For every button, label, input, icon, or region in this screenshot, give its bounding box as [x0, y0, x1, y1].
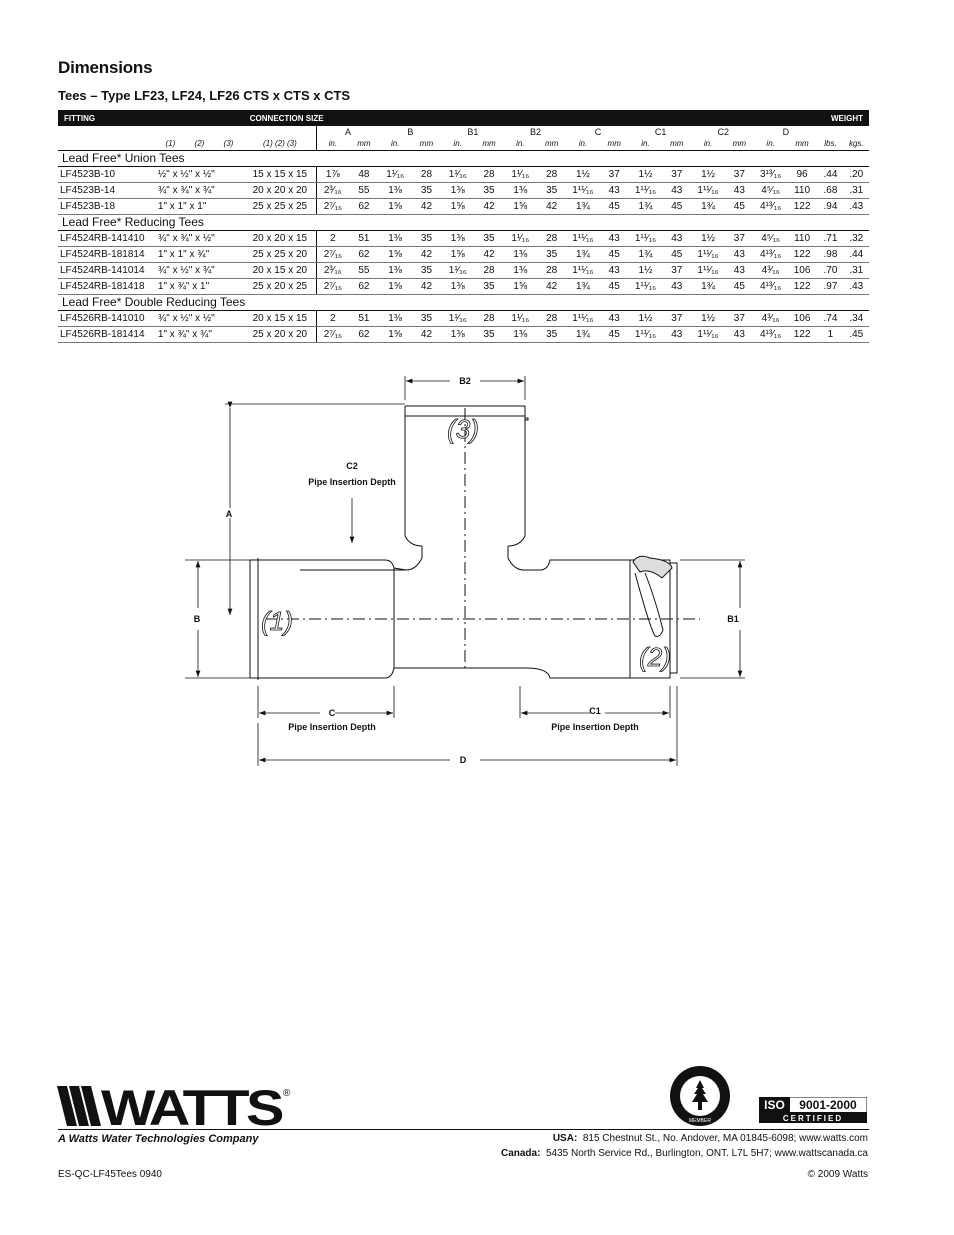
table-cell: 42	[536, 199, 566, 215]
svg-text:®: ®	[283, 1088, 291, 1099]
table-row	[58, 263, 869, 279]
table-cell: 1½	[692, 311, 724, 327]
group-label: C1	[654, 127, 667, 137]
table-cell: 1⅜	[379, 263, 411, 279]
sub-conn-metric: (1) (2) (3)	[244, 138, 317, 151]
table-cell: 20 x 15 x 15	[244, 311, 317, 327]
usa-label: USA:	[552, 1133, 578, 1144]
table-cell: 110	[787, 183, 818, 199]
table-row	[58, 167, 869, 183]
table-cell: 2	[316, 311, 348, 327]
table-cell: .44	[844, 247, 869, 263]
table-cell: 4¹³⁄₁₆	[755, 279, 787, 295]
table-cell: 4¹³⁄₁₆	[755, 199, 787, 215]
canada-address	[501, 1148, 868, 1159]
table-cell: 1⅝	[504, 199, 536, 215]
table-cell: 1¾	[629, 247, 661, 263]
table-cell: 1¹¹⁄₁₆	[567, 231, 599, 247]
table-cell: 1¹¹⁄₁₆	[692, 247, 724, 263]
table-cell: 1" x 1" x ¾"	[156, 247, 244, 263]
canada-text: 5435 North Service Rd., Burlington, ONT. L7L 5H7; www.wattscanada.ca	[545, 1148, 868, 1159]
table-cell: 48	[349, 167, 379, 183]
table-cell: 3¹³⁄₁₆	[755, 167, 787, 183]
section-header-row	[58, 295, 869, 311]
table-cell: 43	[599, 263, 629, 279]
table-cell: 1¹¹⁄₁₆	[692, 183, 724, 199]
table-cell: 2⁷⁄₁₆	[316, 279, 348, 295]
port-1-label: (1)	[261, 606, 293, 636]
table-cell: 122	[787, 199, 818, 215]
table-cell: 62	[349, 199, 379, 215]
table-cell: 1⅝	[379, 199, 411, 215]
table-cell: .43	[844, 199, 869, 215]
header-fitting: FITTING	[58, 110, 244, 126]
table-cell: 51	[349, 311, 379, 327]
table-cell: 1¹⁄₁₆	[504, 231, 536, 247]
table-cell: 35	[474, 231, 504, 247]
table-cell: 62	[349, 279, 379, 295]
label-b1: B1	[727, 614, 739, 624]
table-cell: 45	[662, 199, 692, 215]
table-cell: 1⅜	[504, 327, 536, 343]
company-tagline: A Watts Water Technologies Company	[58, 1133, 259, 1145]
table-cell: 1½	[692, 167, 724, 183]
table-cell: 43	[724, 247, 754, 263]
table-cell: ½" x ½" x ½"	[156, 167, 244, 183]
label-c: C	[328, 708, 336, 718]
cell-fitting: LF4523B-18	[58, 199, 156, 215]
cell-fitting: LF4526RB-181414	[58, 327, 156, 343]
watts-logo	[57, 1084, 297, 1128]
label-a: A	[225, 509, 233, 519]
table-cell: 43	[599, 231, 629, 247]
unit-mm: mm	[599, 138, 629, 151]
table-cell: 28	[474, 311, 504, 327]
table-cell: 110	[787, 231, 818, 247]
label-d: D	[459, 755, 467, 765]
table-cell: ¾" x ¾" x ¾"	[156, 183, 244, 199]
cell-fitting: LF4526RB-141010	[58, 311, 156, 327]
table-cell: ¾" x ½" x ½"	[156, 311, 244, 327]
table-cell: 2⁷⁄₁₆	[316, 247, 348, 263]
header-weight: WEIGHT	[817, 110, 869, 126]
label-c2-depth: Pipe Insertion Depth	[308, 477, 396, 487]
table-cell: 1⅜	[442, 327, 474, 343]
iso-certified: CERTIFIED	[782, 1114, 844, 1123]
unit-in: in.	[442, 138, 474, 151]
label-b2: B2	[459, 376, 471, 386]
table-cell: 45	[724, 199, 754, 215]
group-label: B2	[529, 127, 541, 137]
table-row	[58, 279, 869, 295]
table-cell: 1⅜	[379, 311, 411, 327]
table-cell: 37	[662, 311, 692, 327]
table-cell: .74	[817, 311, 843, 327]
table-cell: 1¹¹⁄₁₆	[629, 279, 661, 295]
table-cell: 37	[599, 167, 629, 183]
usgbc-member-text: MEMBER	[689, 1118, 711, 1124]
cell-fitting: LF4523B-14	[58, 183, 156, 199]
table-cell: 1¹¹⁄₁₆	[629, 183, 661, 199]
sub-conn-label: (3)	[223, 139, 234, 148]
table-cell: 1⅞	[316, 167, 348, 183]
table-cell: 28	[536, 263, 566, 279]
label-b: B	[193, 614, 201, 624]
table-cell: 1¹⁄₁₆	[504, 167, 536, 183]
table-cell: 35	[474, 279, 504, 295]
table-cell: 1⅝	[442, 199, 474, 215]
table-cell: 1¹⁄₁₆	[379, 167, 411, 183]
table-cell: 20 x 20 x 15	[244, 231, 317, 247]
unit-in: in.	[316, 138, 348, 151]
table-cell: 42	[411, 279, 441, 295]
table-cell: 35	[411, 263, 441, 279]
table-cell: 1⅜	[504, 247, 536, 263]
table-cell: 25 x 20 x 20	[244, 327, 317, 343]
unit-in: in.	[692, 138, 724, 151]
unit-mm: mm	[536, 138, 566, 151]
dimensions-table	[58, 110, 869, 343]
table-cell: 1⅜	[379, 231, 411, 247]
table-cell: 122	[787, 247, 818, 263]
cell-fitting: LF4523B-10	[58, 167, 156, 183]
table-cell: 1¹¹⁄₁₆	[629, 231, 661, 247]
table-cell: 43	[662, 231, 692, 247]
table-cell: 2³⁄₁₆	[316, 263, 348, 279]
table-cell: ¾" x ½" x ¾"	[156, 263, 244, 279]
table-cell: 4⁵⁄₁₆	[755, 231, 787, 247]
table-cell: 45	[724, 279, 754, 295]
table-cell: 37	[724, 311, 754, 327]
table-row	[58, 183, 869, 199]
sub-blank	[58, 138, 156, 151]
unit-in: in.	[629, 138, 661, 151]
table-cell: 45	[599, 327, 629, 343]
table-cell: 1⅜	[442, 231, 474, 247]
table-cell: 42	[474, 247, 504, 263]
group-label: C	[594, 127, 602, 137]
table-cell: 1⅜	[442, 279, 474, 295]
table-cell: 28	[536, 167, 566, 183]
section-title: Lead Free* Reducing Tees	[58, 215, 869, 231]
table-cell: 35	[474, 183, 504, 199]
table-cell: 2⁷⁄₁₆	[316, 327, 348, 343]
table-row	[58, 311, 869, 327]
table-cell: 28	[474, 263, 504, 279]
table-cell: 55	[349, 263, 379, 279]
table-cell: 1¹⁄₁₆	[442, 167, 474, 183]
table-cell: 1⅝	[379, 327, 411, 343]
table-cell: 1" x ¾" x ¾"	[156, 327, 244, 343]
table-cell: 1¾	[567, 279, 599, 295]
table-cell: 1⅜	[504, 183, 536, 199]
table-cell: 1¾	[692, 279, 724, 295]
table-cell: 45	[599, 279, 629, 295]
section-title: Lead Free* Union Tees	[58, 151, 869, 167]
table-cell: 1½	[692, 231, 724, 247]
unit-lbs: lbs.	[817, 138, 843, 151]
table-row	[58, 247, 869, 263]
label-c-depth: Pipe Insertion Depth	[288, 722, 376, 732]
table-cell: 42	[474, 199, 504, 215]
group-label: B1	[467, 127, 479, 137]
table-cell: .34	[844, 311, 869, 327]
table-cell: 122	[787, 327, 818, 343]
table-cell: 1½	[629, 263, 661, 279]
unit-mm: mm	[411, 138, 441, 151]
table-unit-row	[58, 138, 869, 151]
table-cell: 28	[411, 167, 441, 183]
table-cell: ¾" x ¾" x ½"	[156, 231, 244, 247]
table-cell: 20 x 15 x 20	[244, 263, 317, 279]
table-cell: 43	[599, 183, 629, 199]
table-cell: .31	[844, 263, 869, 279]
port-3-label: (3)	[447, 414, 479, 444]
table-cell: 1⅜	[379, 183, 411, 199]
usa-address	[553, 1133, 868, 1144]
table-cell: 1½	[629, 311, 661, 327]
canada-label: Canada:	[500, 1148, 541, 1159]
table-cell: .98	[817, 247, 843, 263]
label-c1: C1	[589, 706, 601, 716]
sub-conn-label: (2)	[194, 139, 205, 148]
table-cell: .71	[817, 231, 843, 247]
table-cell: 45	[662, 247, 692, 263]
table-cell: 42	[411, 327, 441, 343]
table-cell: .32	[844, 231, 869, 247]
table-cell: 45	[599, 199, 629, 215]
document-code: ES-QC-LF45Tees 0940	[58, 1169, 162, 1180]
table-cell: 28	[536, 231, 566, 247]
label-c2: C2	[346, 461, 358, 471]
unit-in: in.	[379, 138, 411, 151]
page-title: Dimensions	[58, 58, 153, 77]
table-cell: 4³⁄₁₆	[755, 263, 787, 279]
table-cell: 1¹¹⁄₁₆	[692, 263, 724, 279]
sub-conn-imperial	[156, 138, 244, 151]
table-cell: 28	[474, 167, 504, 183]
table-cell: 1¾	[567, 327, 599, 343]
table-cell: 62	[349, 327, 379, 343]
table-cell: 1¾	[629, 199, 661, 215]
table-cell: 1¾	[692, 199, 724, 215]
table-cell: 1⅝	[379, 279, 411, 295]
group-blank	[58, 126, 316, 138]
table-cell: 4³⁄₁₆	[755, 311, 787, 327]
group-label: A	[316, 126, 379, 138]
table-cell: 1¹¹⁄₁₆	[567, 263, 599, 279]
group-label: C2	[717, 127, 729, 137]
cell-fitting: LF4524RB-181418	[58, 279, 156, 295]
group-label: B	[407, 127, 414, 137]
table-cell: .97	[817, 279, 843, 295]
table-cell: 43	[724, 263, 754, 279]
table-cell: 1¹¹⁄₁₆	[567, 311, 599, 327]
table-cell: 4¹³⁄₁₆	[755, 327, 787, 343]
table-cell: 1" x 1" x 1"	[156, 199, 244, 215]
table-cell: 35	[411, 183, 441, 199]
footer-rule	[58, 1129, 869, 1130]
table-cell: 1¹¹⁄₁₆	[567, 183, 599, 199]
table-cell: 1⅜	[504, 263, 536, 279]
table-cell: 4¹³⁄₁₆	[755, 247, 787, 263]
section-header-row	[58, 215, 869, 231]
table-cell: 25 x 25 x 20	[244, 247, 317, 263]
table-cell: 1⅝	[504, 279, 536, 295]
unit-mm: mm	[662, 138, 692, 151]
table-cell: 1¹¹⁄₁₆	[629, 327, 661, 343]
table-cell: 1½	[629, 167, 661, 183]
table-cell: 62	[349, 247, 379, 263]
table-cell: 42	[411, 199, 441, 215]
table-cell: 20 x 20 x 20	[244, 183, 317, 199]
table-row	[58, 327, 869, 343]
table-cell: .68	[817, 183, 843, 199]
table-cell: 1⅝	[379, 247, 411, 263]
table-cell: 35	[411, 311, 441, 327]
table-cell: .44	[817, 167, 843, 183]
table-cell: 1	[817, 327, 843, 343]
iso-certified-badge	[759, 1097, 867, 1123]
table-cell: 37	[662, 167, 692, 183]
table-cell: 1⅝	[442, 247, 474, 263]
table-cell: 1¹⁄₁₆	[504, 311, 536, 327]
tee-dimension-diagram	[180, 368, 760, 778]
table-cell: 35	[536, 183, 566, 199]
unit-mm: mm	[349, 138, 379, 151]
table-cell: 37	[724, 167, 754, 183]
table-cell: 2⁷⁄₁₆	[316, 199, 348, 215]
table-cell: .43	[844, 279, 869, 295]
table-cell: 43	[662, 183, 692, 199]
table-cell: 1⅜	[442, 183, 474, 199]
table-cell: 45	[599, 247, 629, 263]
unit-in: in.	[567, 138, 599, 151]
label-c1-depth: Pipe Insertion Depth	[551, 722, 639, 732]
table-group-row	[58, 126, 869, 138]
group-label: D	[782, 127, 790, 137]
unit-mm: mm	[474, 138, 504, 151]
table-cell: 96	[787, 167, 818, 183]
table-cell: .70	[817, 263, 843, 279]
table-cell: 35	[474, 327, 504, 343]
cell-fitting: LF4524RB-141014	[58, 263, 156, 279]
iso-prefix: ISO	[764, 1098, 785, 1112]
table-cell: .45	[844, 327, 869, 343]
section-title: Lead Free* Double Reducing Tees	[58, 295, 869, 311]
table-cell: 28	[536, 311, 566, 327]
iso-number: 9001-2000	[799, 1098, 857, 1112]
table-cell: .31	[844, 183, 869, 199]
table-cell: 1¾	[567, 199, 599, 215]
table-cell: 1½	[567, 167, 599, 183]
table-cell: 1¹¹⁄₁₆	[692, 327, 724, 343]
unit-in: in.	[755, 138, 787, 151]
table-cell: 1¹⁄₁₆	[442, 263, 474, 279]
group-blank	[817, 126, 869, 138]
table-cell: 43	[599, 311, 629, 327]
unit-in: in.	[504, 138, 536, 151]
table-cell: 35	[536, 327, 566, 343]
table-cell: 1¹⁄₁₆	[442, 311, 474, 327]
copyright: © 2009 Watts	[807, 1169, 868, 1180]
section-header-row	[58, 151, 869, 167]
table-cell: 35	[536, 247, 566, 263]
table-cell: 43	[662, 327, 692, 343]
table-cell: 37	[724, 231, 754, 247]
usgbc-member-seal	[668, 1064, 732, 1128]
table-cell: 106	[787, 263, 818, 279]
table-cell: 25 x 20 x 25	[244, 279, 317, 295]
table-cell: 42	[536, 279, 566, 295]
table-cell: 51	[349, 231, 379, 247]
table-header-row	[58, 110, 869, 126]
table-cell: 2	[316, 231, 348, 247]
table-cell: .94	[817, 199, 843, 215]
table-cell: 35	[411, 231, 441, 247]
table-cell: 43	[662, 279, 692, 295]
cell-fitting: LF4524RB-141410	[58, 231, 156, 247]
table-subtitle: Tees – Type LF23, LF24, LF26 CTS x CTS x CTS	[58, 88, 351, 103]
unit-mm: mm	[787, 138, 818, 151]
table-cell: 1" x ¾" x 1"	[156, 279, 244, 295]
usa-text: 815 Chestnut St., No. Andover, MA 01845-6098; www.watts.com	[582, 1133, 868, 1144]
watts-logo-text: WATTS	[101, 1084, 283, 1128]
table-cell: 122	[787, 279, 818, 295]
table-row	[58, 199, 869, 215]
table-cell: 1¾	[567, 247, 599, 263]
port-2-label: (2)	[639, 642, 671, 672]
table-row	[58, 231, 869, 247]
cell-fitting: LF4524RB-181814	[58, 247, 156, 263]
table-cell: 25 x 25 x 25	[244, 199, 317, 215]
table-cell: 15 x 15 x 15	[244, 167, 317, 183]
table-cell: .20	[844, 167, 869, 183]
unit-kgs: kgs.	[844, 138, 869, 151]
table-cell: 43	[724, 183, 754, 199]
unit-mm: mm	[724, 138, 754, 151]
table-cell: 4⁵⁄₁₆	[755, 183, 787, 199]
table-cell: 2³⁄₁₆	[316, 183, 348, 199]
table-cell: 106	[787, 311, 818, 327]
table-cell: 55	[349, 183, 379, 199]
table-cell: 43	[724, 327, 754, 343]
table-cell: 42	[411, 247, 441, 263]
header-connection-size: CONNECTION SIZE	[244, 110, 818, 126]
table-cell: 37	[662, 263, 692, 279]
sub-conn-label: (1)	[165, 139, 176, 148]
